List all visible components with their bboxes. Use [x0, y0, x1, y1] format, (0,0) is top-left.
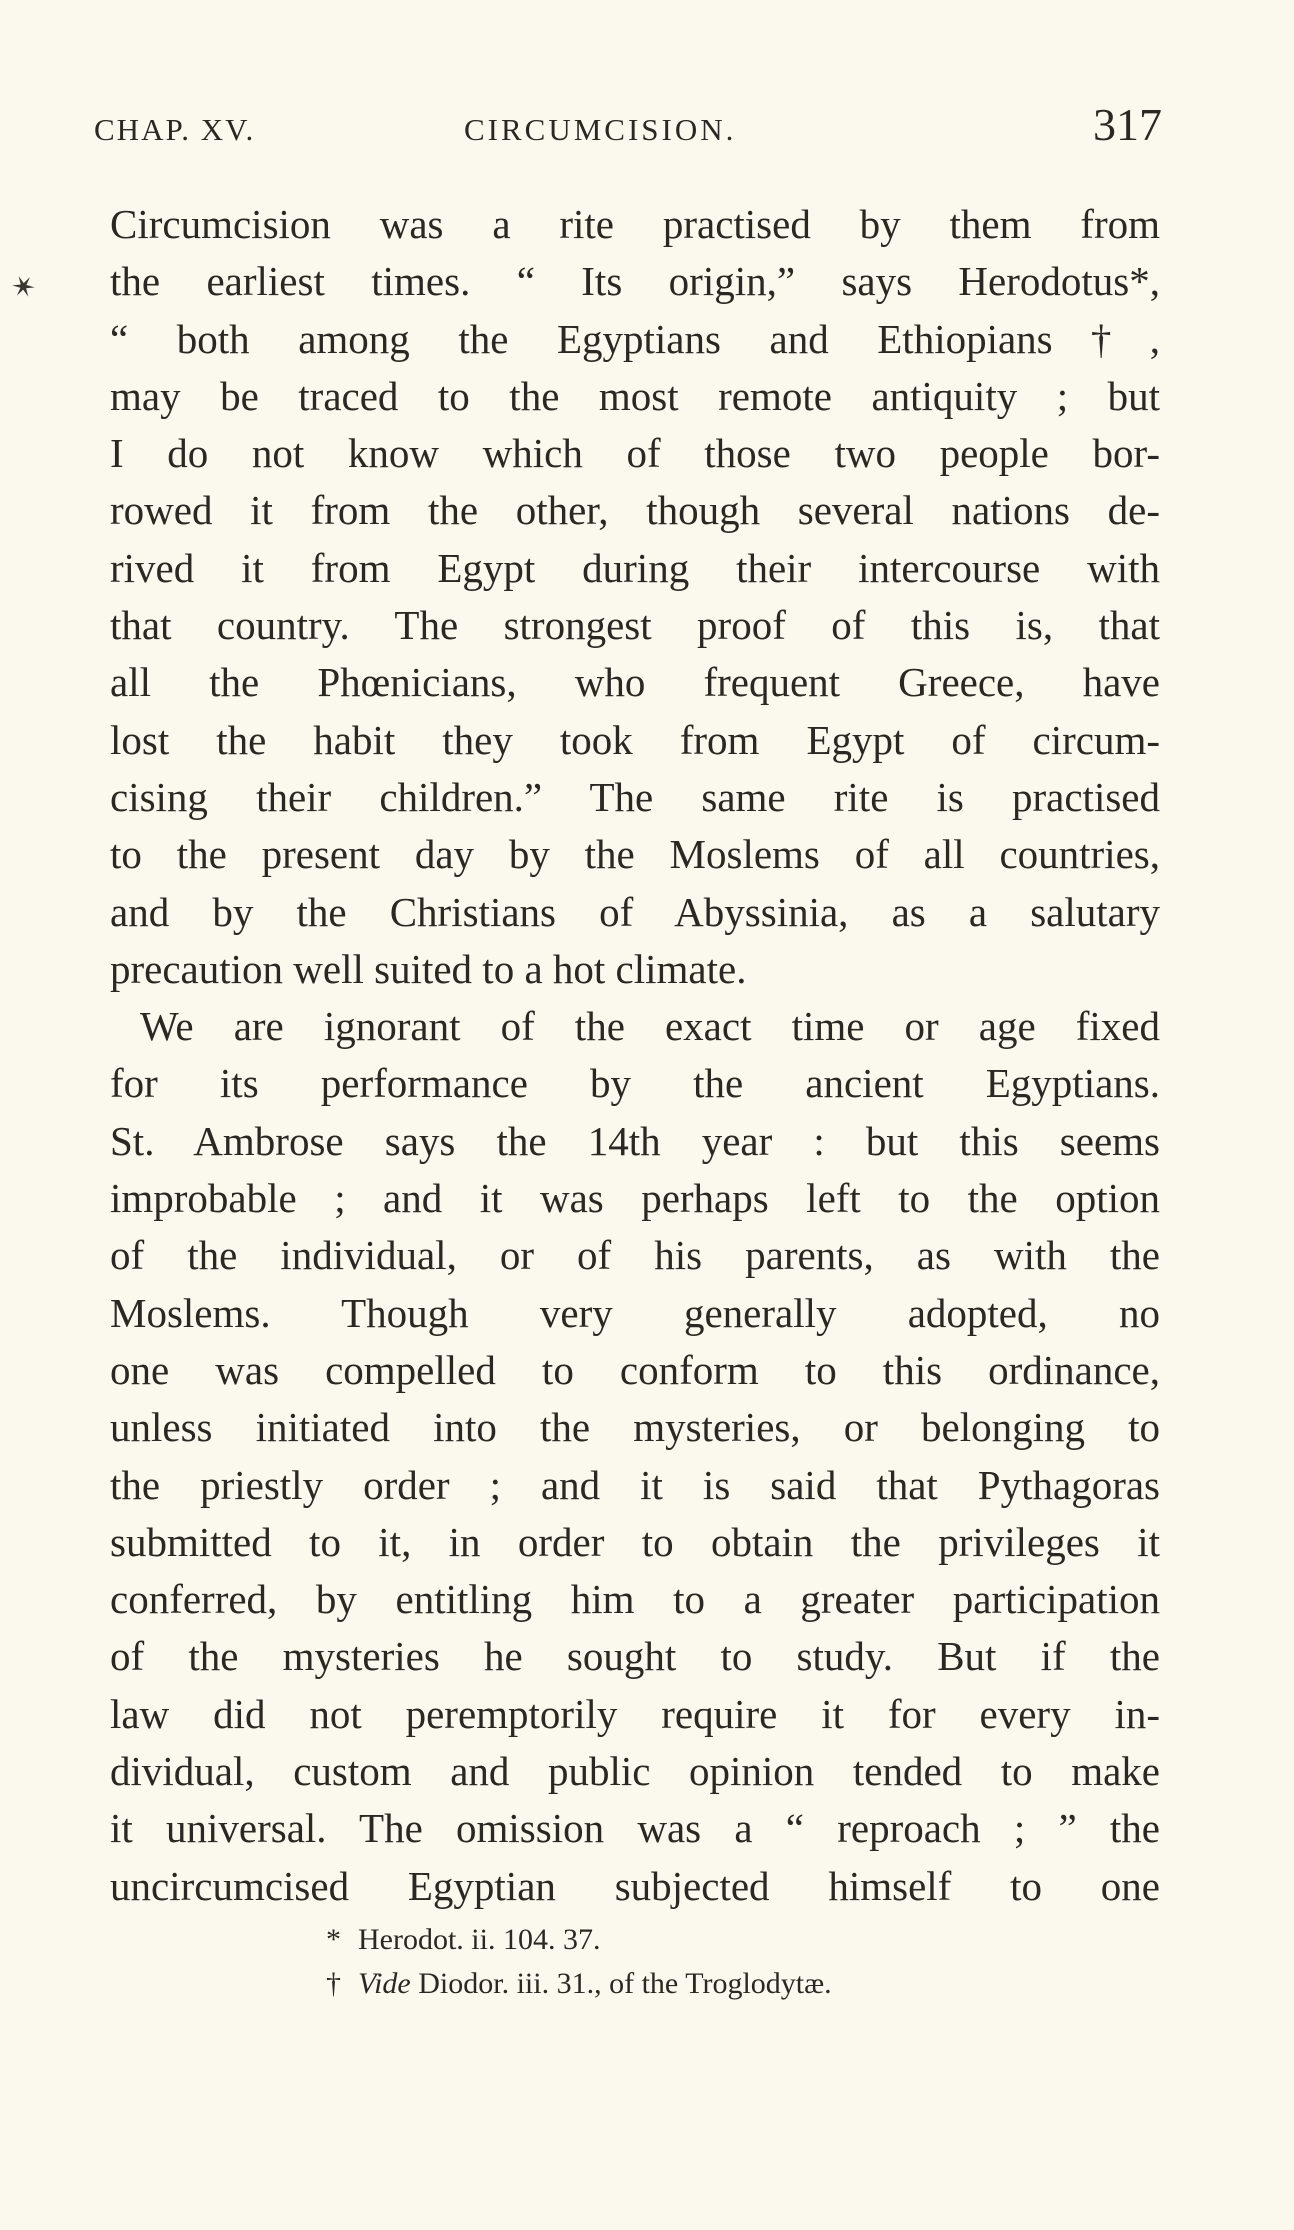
text-line: all the Phœnicians, who frequent Greece, have: [110, 659, 1160, 706]
text-line: I do not know which of those two people bor-: [110, 430, 1160, 477]
text-line: that country. The strongest proof of this is, that: [110, 602, 1160, 649]
text-line: cising their children.” The same rite is practised: [110, 773, 1160, 820]
text-line: submitted to it, in order to obtain the privileges it: [110, 1518, 1160, 1565]
text-line: the priestly order ; and it is said that Pythagoras: [110, 1461, 1160, 1508]
text-line: the earliest times. “ Its origin,” says Herodotus*,: [110, 258, 1160, 305]
footnote-1: [326, 1923, 600, 1957]
text-line: uncircumcised Egyptian subjected himself to one: [110, 1862, 1160, 1909]
text-line: Circumcision was a rite practised by them from: [110, 201, 1160, 247]
footnote-mark: *: [326, 1923, 341, 1956]
text-line: St. Ambrose says the 14th year : but this seems: [110, 1117, 1160, 1164]
text-line: conferred, by entitling him to a greater participation: [110, 1576, 1160, 1623]
text-line: may be traced to the most remote antiquity ; but: [110, 372, 1160, 419]
text-line: Moslems. Though very generally adopted, no: [110, 1289, 1160, 1336]
text-line: it universal. The omission was a “ reproach ; ” the: [110, 1805, 1160, 1852]
text-line: and by the Christians of Abyssinia, as a salutary: [110, 888, 1160, 935]
footnote-mark: †: [326, 1967, 341, 2000]
text-line: improbable ; and it was perhaps left to the option: [110, 1175, 1160, 1222]
text-line: for its performance by the ancient Egyptians.: [110, 1060, 1160, 1107]
text-line: rived it from Egypt during their intercourse with: [110, 544, 1160, 591]
chapter-label: CHAP. XV.: [94, 112, 256, 147]
text-line: of the mysteries he sought to study. But if the: [110, 1633, 1160, 1680]
footnote-text: Herodot. ii. 104. 37.: [358, 1923, 601, 1956]
running-head: [94, 98, 1162, 158]
text-line: precaution well suited to a hot climate.: [110, 945, 747, 992]
footnote-text: Diodor. iii. 31., of the Troglodytæ.: [418, 1967, 832, 2000]
text-line: of the individual, or of his parents, as with the: [110, 1232, 1160, 1279]
page-number: 317: [1093, 99, 1162, 150]
text-line: dividual, custom and public opinion tended to make: [110, 1748, 1160, 1795]
text-line: unless initiated into the mysteries, or belonging to: [110, 1404, 1160, 1451]
margin-mark-icon: ✶: [2, 266, 43, 309]
text-line: We are ignorant of the exact time or age fixed: [140, 1003, 1160, 1050]
text-line: law did not peremptorily require it for every in-: [110, 1690, 1160, 1737]
text-line: “ both among the Egyptians and Ethiopians†,: [110, 315, 1160, 362]
running-title: CIRCUMCISION.: [464, 112, 737, 147]
text-line: one was compelled to conform to this ordinance,: [110, 1346, 1160, 1393]
footnote-italic: Vide: [358, 1967, 411, 2000]
text-line: rowed it from the other, though several nations de-: [110, 487, 1160, 534]
footnote-2: [326, 1967, 832, 2001]
text-line: to the present day by the Moslems of all countries,: [110, 831, 1160, 878]
text-line: lost the habit they took from Egypt of circum-: [110, 716, 1160, 763]
body-text: [110, 196, 1160, 1915]
